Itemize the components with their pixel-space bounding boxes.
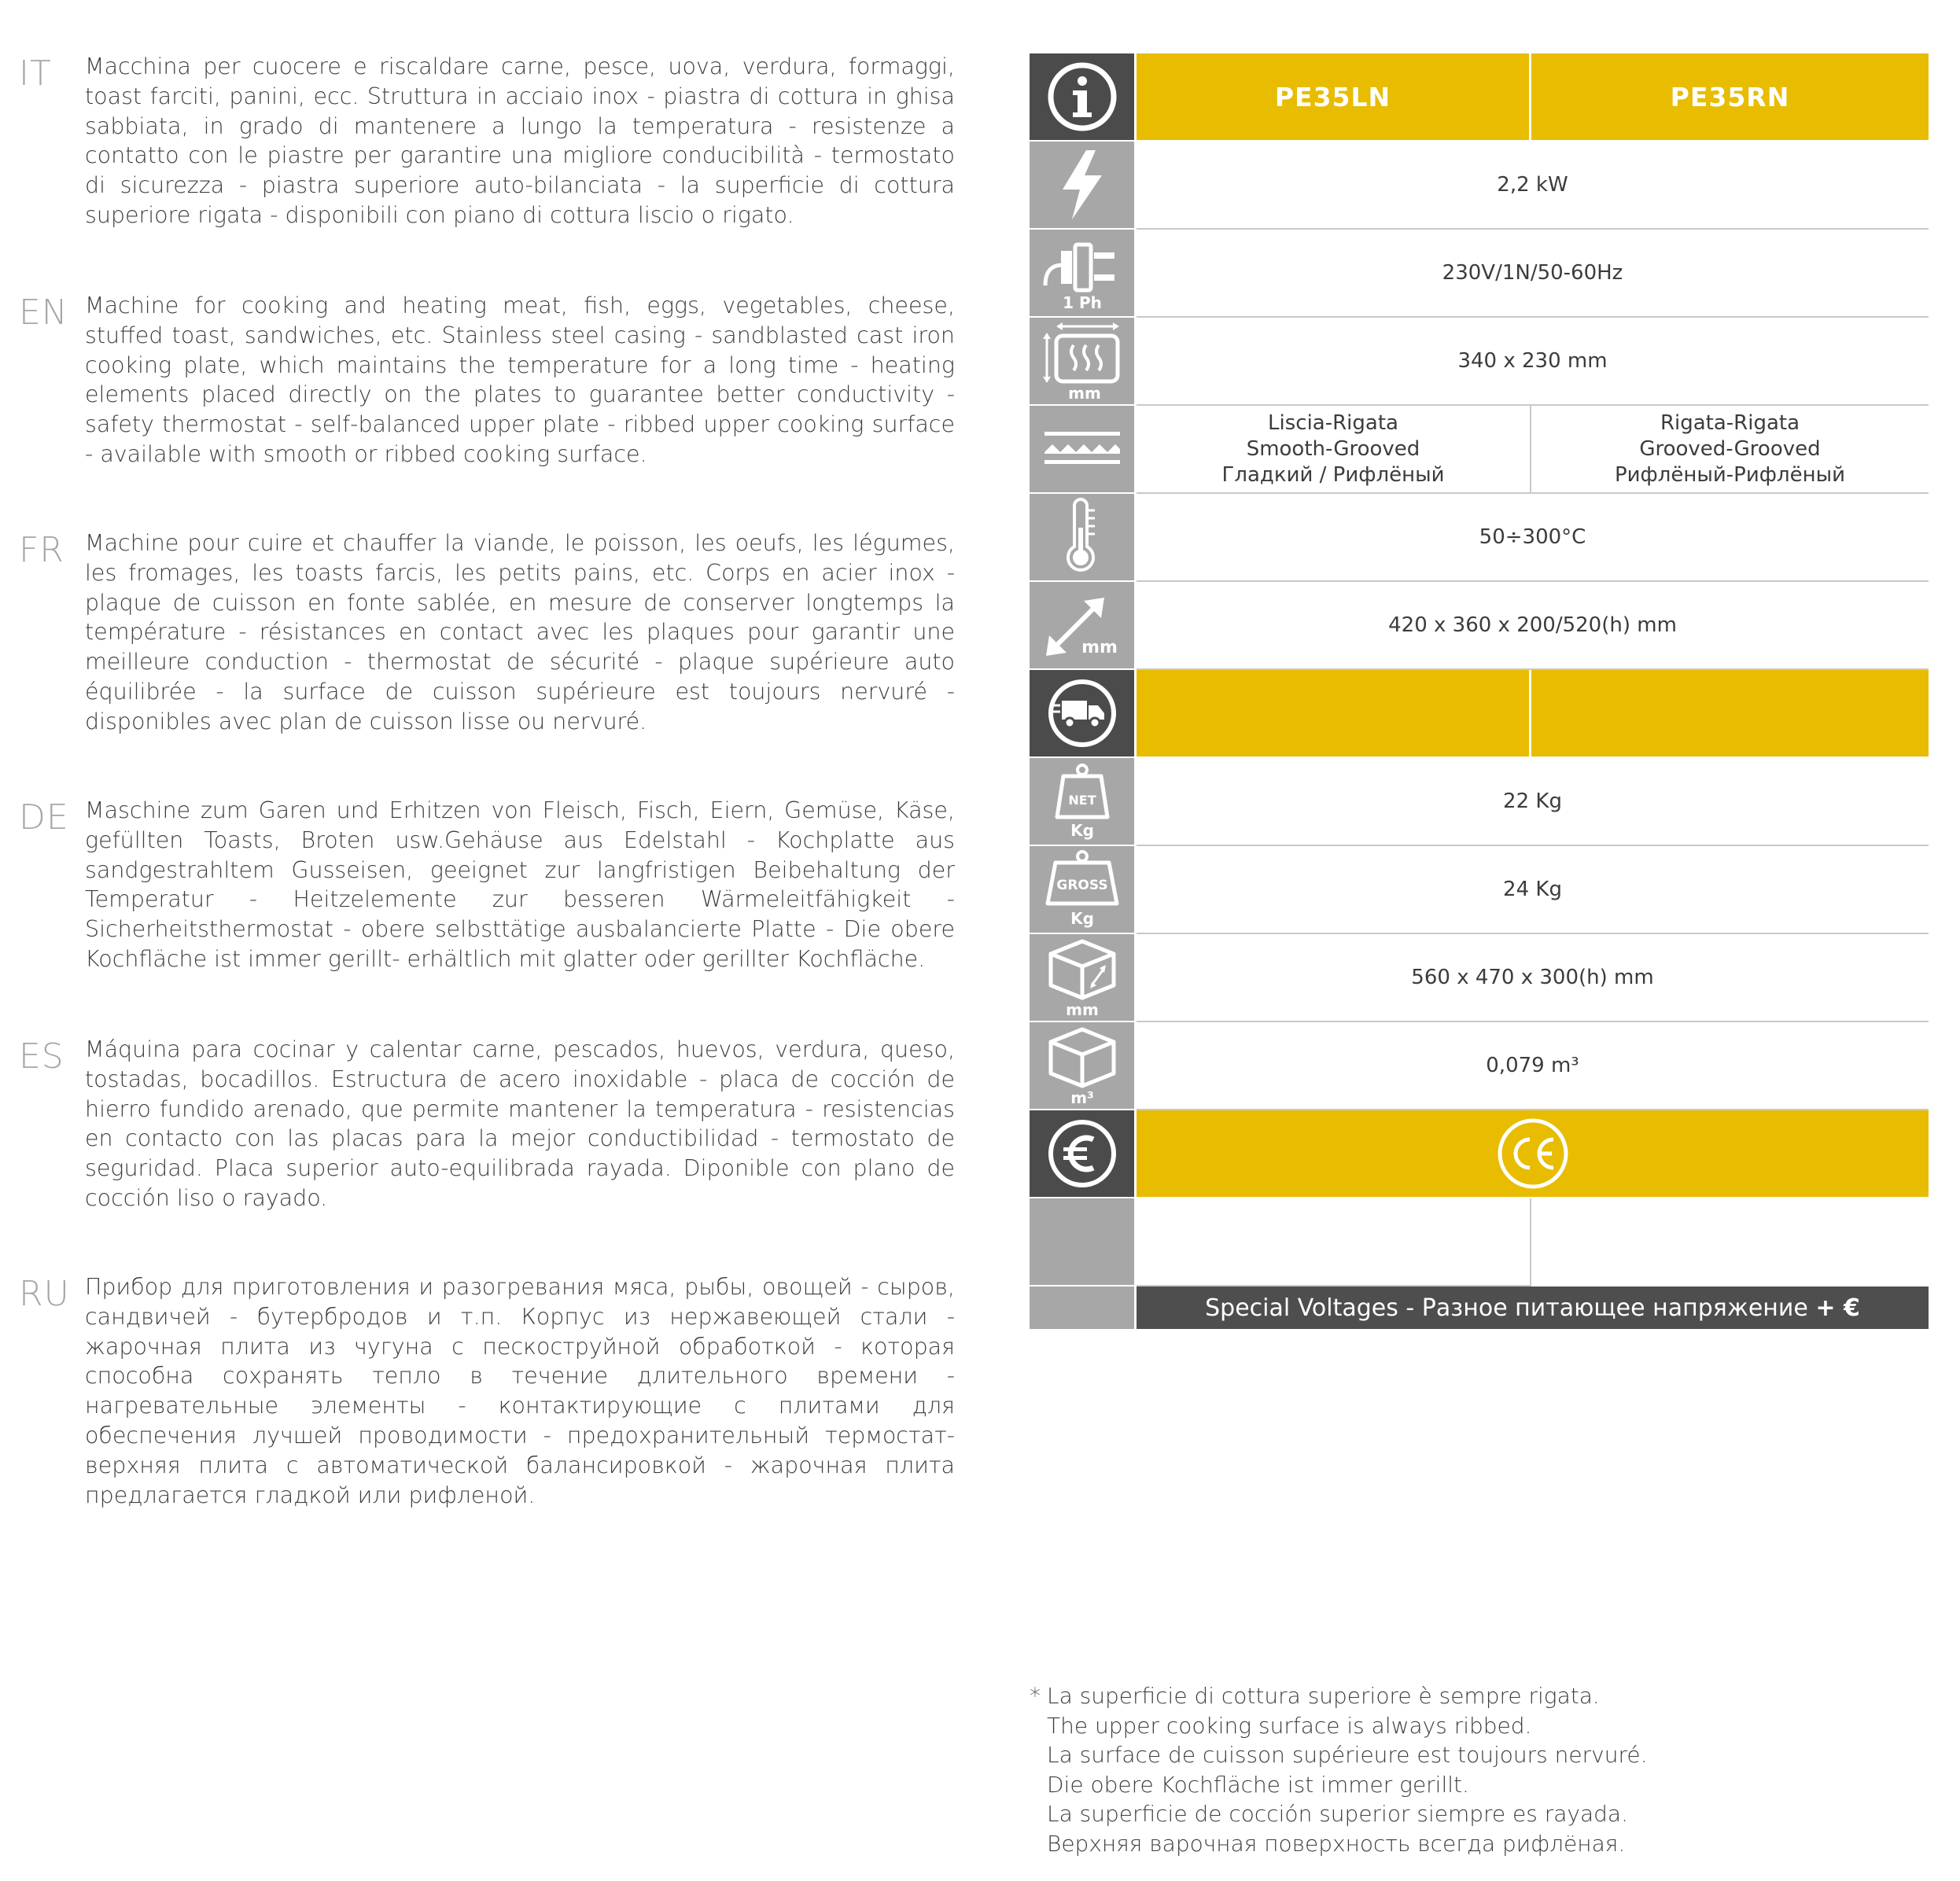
footnote-marker: * xyxy=(1030,1683,1041,1709)
svg-text:m³: m³ xyxy=(1070,1088,1094,1106)
footnote-line: La superficie di cottura superiore è sempre rigata. xyxy=(1047,1683,1600,1709)
spec-row-package xyxy=(1030,934,1929,1022)
plate-size-value: 340 x 230 mm xyxy=(1137,318,1929,406)
lang-code: EN xyxy=(19,293,68,333)
voltage-value: 230V/1N/50-60Hz xyxy=(1137,230,1929,318)
svg-text:NET: NET xyxy=(1067,793,1096,808)
temperature-value: 50÷300°C xyxy=(1137,494,1929,582)
model-left: PE35LN xyxy=(1137,53,1531,142)
footnote-line: The upper cooking surface is always ribbed. xyxy=(1047,1712,1532,1739)
spec-row-volume xyxy=(1030,1022,1929,1110)
spec-row-temperature xyxy=(1030,494,1929,582)
price-right xyxy=(1531,1198,1929,1287)
description-text: Maschine zum Garen und Erhitzen von Fleisch, Fisch, Eiern, Gemüse, Käse, gefüllten Toasts, Broten usw.Gehäuse aus Edelstahl - Kochplatte aus sandgestrahltem Gusseisen, geeignet zur langfristigen Beibehaltung der Temperatur - Heitzelemente zur besseren Wärmeleitfähigkeit - Sicherheitsthermostat - obere selbsttätige ausbalancierte Platte - Die obere Kochfläche ist immer gerillt- erhältlich mit glatter oder gerillter Kochfläche. xyxy=(85,797,955,972)
ce-mark-icon xyxy=(1495,1116,1571,1191)
svg-text:mm: mm xyxy=(1067,384,1101,402)
blank-icon-cell xyxy=(1030,1198,1134,1287)
description-text: Máquina para cocinar y calentar carne, pescados, huevos, verdura, queso, tostadas, bocadillos. Estructura de acero inoxidable - placa de cocción de hierro fundido arenado, que permite mantener la temperatura - resistencias en contacto con las placas para la mejor conductibilidad - termostato de seguridad. Placa superior auto-equilibrada rayada. Diponible con plano de cocción liso o rayado. xyxy=(85,1036,955,1211)
truck-icon xyxy=(1030,670,1134,758)
info-icon xyxy=(1030,53,1134,142)
cooking-surface-icon xyxy=(1030,406,1134,494)
footnote-line: La surface de cuisson supérieure est toujours nervuré. xyxy=(1047,1742,1648,1769)
svg-text:1 Ph: 1 Ph xyxy=(1062,293,1102,312)
description-text: Machine pour cuire et chauffer la viande, le poisson, les oeufs, les légumes, les fromages, les toasts farcis, les petits pains, etc. Corps en acier inox - plaque de cuisson en fonte sablée, en mesure de conserver longtemps la température - résistances en contact avec les plaques pour garantir une meilleure conduction - thermostat de sécurité - plaque supérieure auto équilibrée - la surface de cuisson supérieure est toujours nervuré -disponibles avec plan de cuisson lisse ou nervuré. xyxy=(85,530,955,734)
spec-row-shipping xyxy=(1030,670,1929,758)
shipping-right xyxy=(1531,670,1929,758)
footnote-line: Верхняя варочная поверхность всегда рифлёная. xyxy=(1047,1830,1626,1857)
special-icon-cell xyxy=(1030,1287,1134,1329)
spec-row-power xyxy=(1030,142,1929,230)
spec-row-price xyxy=(1030,1110,1929,1198)
spec-row-voltage xyxy=(1030,230,1929,318)
spec-row-surface xyxy=(1030,406,1929,494)
svg-text:GROSS: GROSS xyxy=(1056,878,1108,893)
dimensions-icon xyxy=(1030,582,1134,670)
lang-code: RU xyxy=(19,1274,70,1314)
svg-text:Kg: Kg xyxy=(1070,821,1094,840)
spec-row-gross-weight xyxy=(1030,846,1929,934)
package-size-icon xyxy=(1030,934,1134,1022)
power-value: 2,2 kW xyxy=(1137,142,1929,230)
svg-text:mm: mm xyxy=(1065,1000,1099,1018)
lang-code: DE xyxy=(19,797,69,837)
plate-size-icon xyxy=(1030,318,1134,406)
footnote-line: La superficie de cocción superior siempre es rayada. xyxy=(1047,1801,1628,1828)
spec-row-dimensions xyxy=(1030,582,1929,670)
special-voltages-text: Special Voltages - Разное питающее напряжение xyxy=(1205,1294,1808,1322)
spec-row-plate xyxy=(1030,318,1929,406)
svg-text:mm: mm xyxy=(1081,638,1118,657)
footnote-line: Die obere Kochfläche ist immer gerillt. xyxy=(1047,1771,1469,1798)
ce-mark xyxy=(1137,1110,1929,1198)
lang-code: FR xyxy=(19,530,64,570)
surface-left: Liscia-Rigata Smooth-Grooved Гладкий / Рифлёный xyxy=(1137,406,1531,494)
shipping-left xyxy=(1137,670,1531,758)
spec-row-net-weight xyxy=(1030,758,1929,846)
spec-row-models xyxy=(1030,53,1929,142)
lang-code: ES xyxy=(19,1036,64,1077)
gross-weight-value: 24 Kg xyxy=(1137,846,1929,934)
gross-weight-icon xyxy=(1030,846,1134,934)
package-size-value: 560 x 470 x 300(h) mm xyxy=(1137,934,1929,1022)
description-text: Macchina per cuocere e riscaldare carne, pesce, uova, verdura, formaggi, toast farciti, panini, ecc. Struttura in acciaio inox - piastra di cottura in ghisa sabbiata, in grado di mantenere a lungo la temperatura - resistenze a contatto con le piastre per garantire una migliore conducibilità - termostato di sicurezza - piastra superiore auto-bilanciata - la superficie di cottura superiore rigata - disponibili con piano di cottura liscio o rigato. xyxy=(85,53,955,228)
spec-row-price-values xyxy=(1030,1198,1929,1287)
thermometer-icon xyxy=(1030,494,1134,582)
lang-code: IT xyxy=(19,53,52,94)
volume-value: 0,079 m³ xyxy=(1137,1022,1929,1110)
model-right: PE35RN xyxy=(1531,53,1929,142)
description-text: Прибор для приготовления и разогревания мяса, рыбы, овощей - сыров, сандвичей - бутербродов и т.п. Корпус из нержавеющей стали - жарочная плита из чугуна с пескоструйной обработкой - которая способна сохранять тепло в течение длительного времени - нагревательные элементы - контактирующие с плитами для обеспечения лучшей проводимости - предохранительный термостат- верхняя плита с автоматической балансировкой - жарочная плита предлагается гладкой или рифленой. xyxy=(85,1274,955,1508)
bolt-icon xyxy=(1030,142,1134,230)
surface-right: Rigata-Rigata Grooved-Grooved Рифлёный-Рифлёный xyxy=(1531,406,1929,494)
net-weight-value: 22 Kg xyxy=(1137,758,1929,846)
package-volume-icon xyxy=(1030,1022,1134,1110)
special-voltages-suffix: + € xyxy=(1815,1294,1860,1322)
net-weight-icon xyxy=(1030,758,1134,846)
special-voltages-bar xyxy=(1137,1287,1929,1329)
price-left xyxy=(1137,1198,1531,1287)
plug-icon xyxy=(1030,230,1134,318)
euro-icon xyxy=(1030,1110,1134,1198)
dimensions-value: 420 x 360 x 200/520(h) mm xyxy=(1137,582,1929,670)
svg-text:Kg: Kg xyxy=(1070,909,1094,928)
description-text: Machine for cooking and heating meat, fish, eggs, vegetables, cheese, stuffed toast, sandwiches, etc. Stainless steel casing - sandblasted cast iron cooking plate, which maintains the temperature for a long time - heating elements placed directly on the plates to guarantee better conductivity - safety thermostat - self-balanced upper plate - ribbed upper cooking surface - available with smooth or ribbed cooking surface. xyxy=(85,293,955,467)
